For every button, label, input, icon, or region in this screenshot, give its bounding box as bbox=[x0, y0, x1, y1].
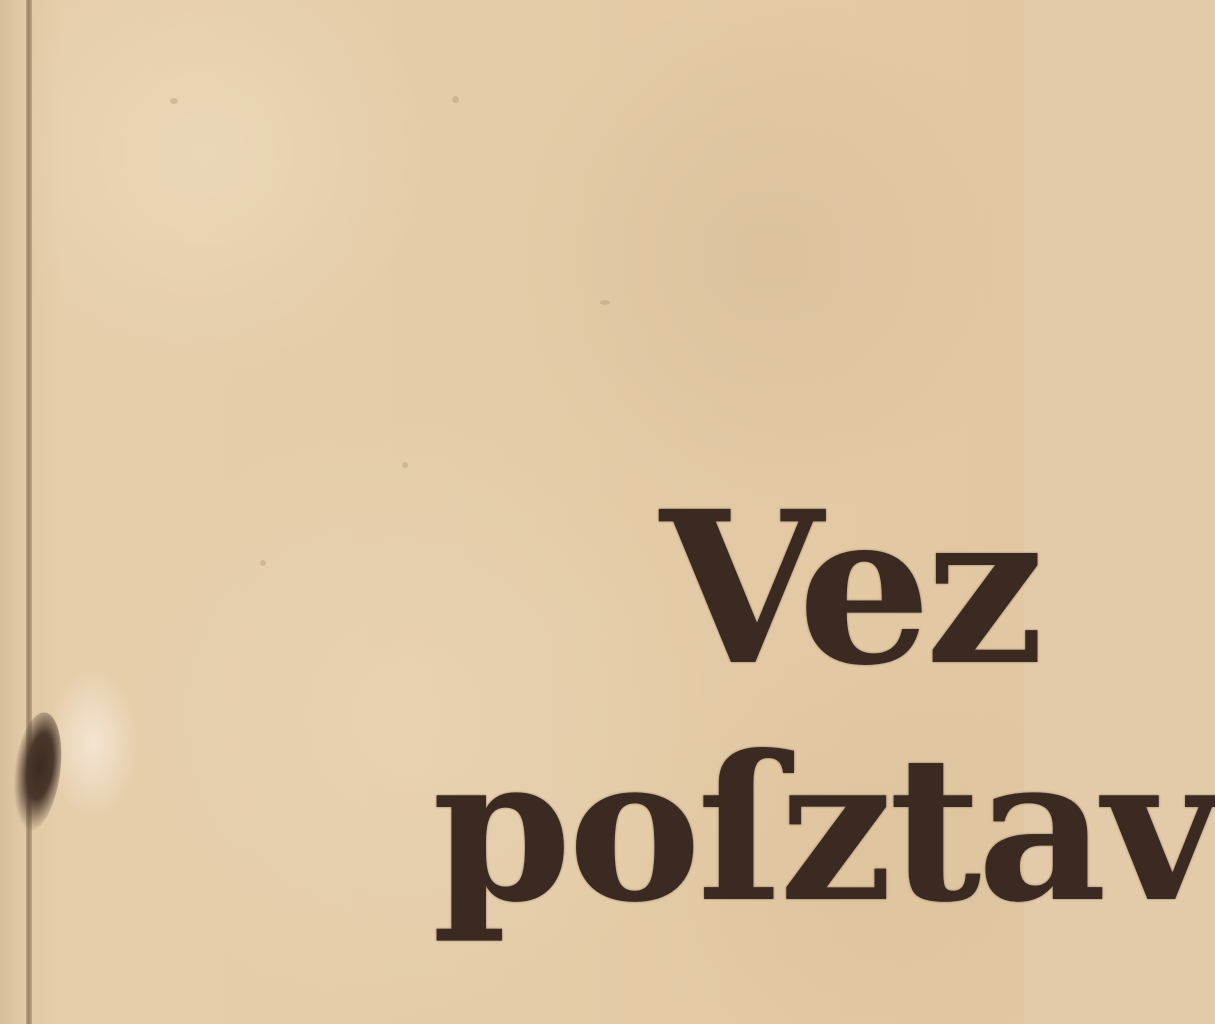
paper-light-spot bbox=[48, 668, 138, 818]
text-line-2: poſztav bbox=[432, 712, 1215, 947]
margin-rule-line bbox=[26, 0, 32, 1024]
paper-speck bbox=[600, 300, 610, 305]
paper-speck bbox=[402, 462, 408, 468]
page-margin bbox=[0, 0, 26, 1024]
paper-speck bbox=[170, 98, 178, 104]
paper-speck bbox=[452, 96, 459, 103]
paper-speck bbox=[260, 560, 266, 566]
text-line-1: Vez bbox=[660, 465, 1039, 712]
